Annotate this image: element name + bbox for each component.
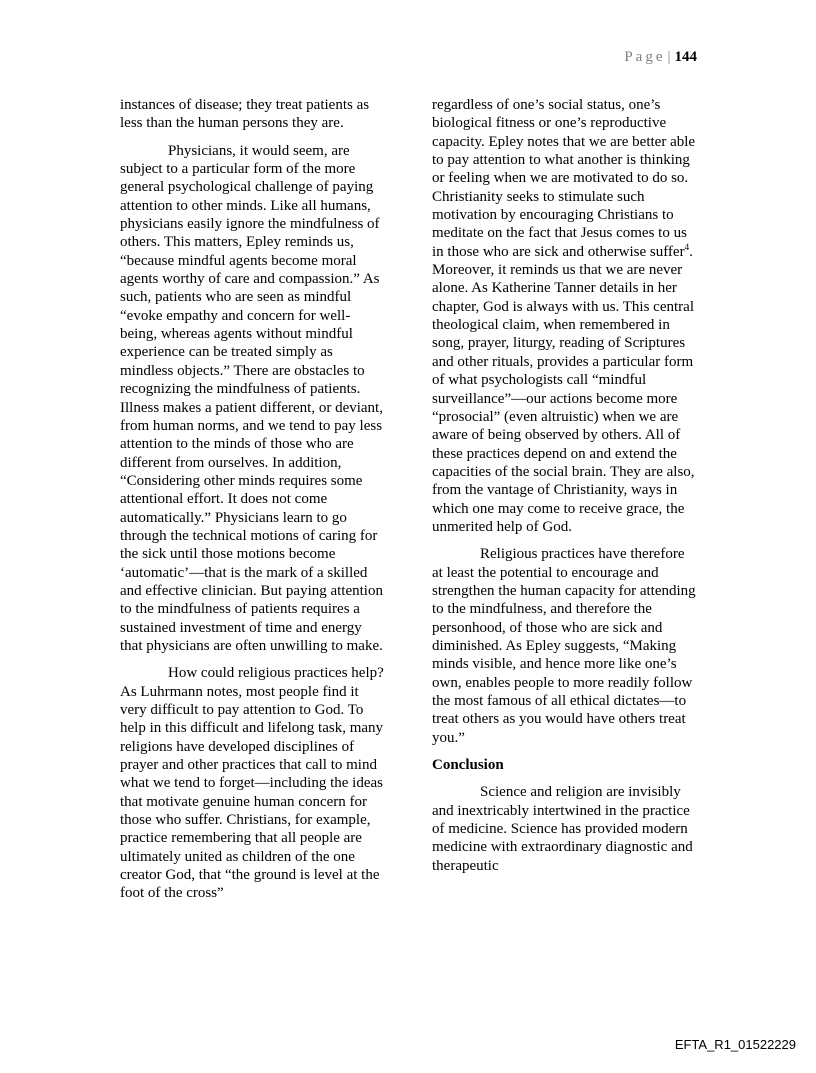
left-paragraph-2: Physicians, it would seem, are subject to a particular form of the more general psychological challenge of paying attention to other minds. Like all humans, physicians easily ignore the mindfulness of others. This matters, Epley reminds us, “because mindful agents become moral agents worthy of care and compassion.” As such, patients who are seen as mindful “evoke empathy and concern for well-being, whereas agents without mindful experience can be treated simply as mindless objects.” There are obstacles to recognizing the mindfulness of patients. Illness makes a patient different, or deviant, from human norms, and we tend to pay less attention to the minds of those who are different from ourselves. In addition, “Considering other minds requires some attentional effort. It does not come automatically.” Physicians learn to go through the technical motions of caring for the sick until those motions become ‘automatic’—that is the mark of a skilled and effective clinician. But paying attention to the mindfulness of patients requires a sustained investment of time and energy that physicians are often unwilling to make. [120, 142, 383, 654]
right-paragraph-1-text-b: . Moreover, it reminds us that we are never alone. As Katherine Tanner details in her chapter, God is always with us. This central theological claim, when remembered in song, prayer, liturgy, reading of Scriptures and other rituals, provides a particular form of what psychologists call “mindful surveillance”—our actions become more “prosocial” (even altruistic) when we are aware of being observed by others. All of these practices depend on and extend the capacities of the social brain. They are also, from the vantage of Christianity, ways in which one may come to receive grace, the unmerited help of God. [432, 243, 695, 535]
right-column [432, 96, 698, 875]
footnote-marker: 4 [684, 241, 690, 252]
page-header [624, 49, 697, 66]
page-label: Page [624, 49, 666, 65]
left-paragraph-1: instances of disease; they treat patients as less than the human persons they are. [120, 97, 370, 132]
left-column [120, 96, 386, 903]
page-number: 144 [674, 49, 697, 65]
section-heading: Conclusion [432, 757, 504, 774]
document-id: EFTA_R1_01522229 [674, 1037, 796, 1052]
header-separator: | [667, 49, 671, 65]
right-paragraph-1-text-a: regardless of one’s social status, one’s biological fitness or one’s reproductive capacity. Epley notes that we are better able to pay attention to what another is thinking or feeling when we are motivated to do so. Christianity seeks to stimulate such motivation by encouraging Christians to meditate on the fact that Jesus comes to us in those who are sick and otherwise suffer [432, 97, 696, 260]
right-paragraph-2: Religious practices have therefore at least the potential to encourage and strengthen the human capacity for attending to the mindfulness, and therefore the personhood, of those who are sick and diminished. As Epley suggests, “Making minds visible, and hence more like one’s own, enables people to more readily follow the most famous of all ethical dictates—to treat others as you would have others treat you.” [432, 546, 696, 746]
right-paragraph-3: Science and religion are invisibly and inextricably intertwined in the practice of medicine. Science has provided modern medicine with extraordinary diagnostic and therapeutic [432, 784, 693, 874]
right-paragraph-1 [432, 96, 698, 536]
left-paragraph-3: How could religious practices help? As Luhrmann notes, most people find it very difficult to pay attention to God. To help in this difficult and lifelong task, many religions have developed disciplines of prayer and other practices that call to mind what we tend to forget—including the ideas that motivate genuine human concern for those who suffer. Christians, for example, practice remembering that all people are ultimately united as children of the one creator God, that “the ground is level at the foot of the cross” [120, 665, 384, 902]
